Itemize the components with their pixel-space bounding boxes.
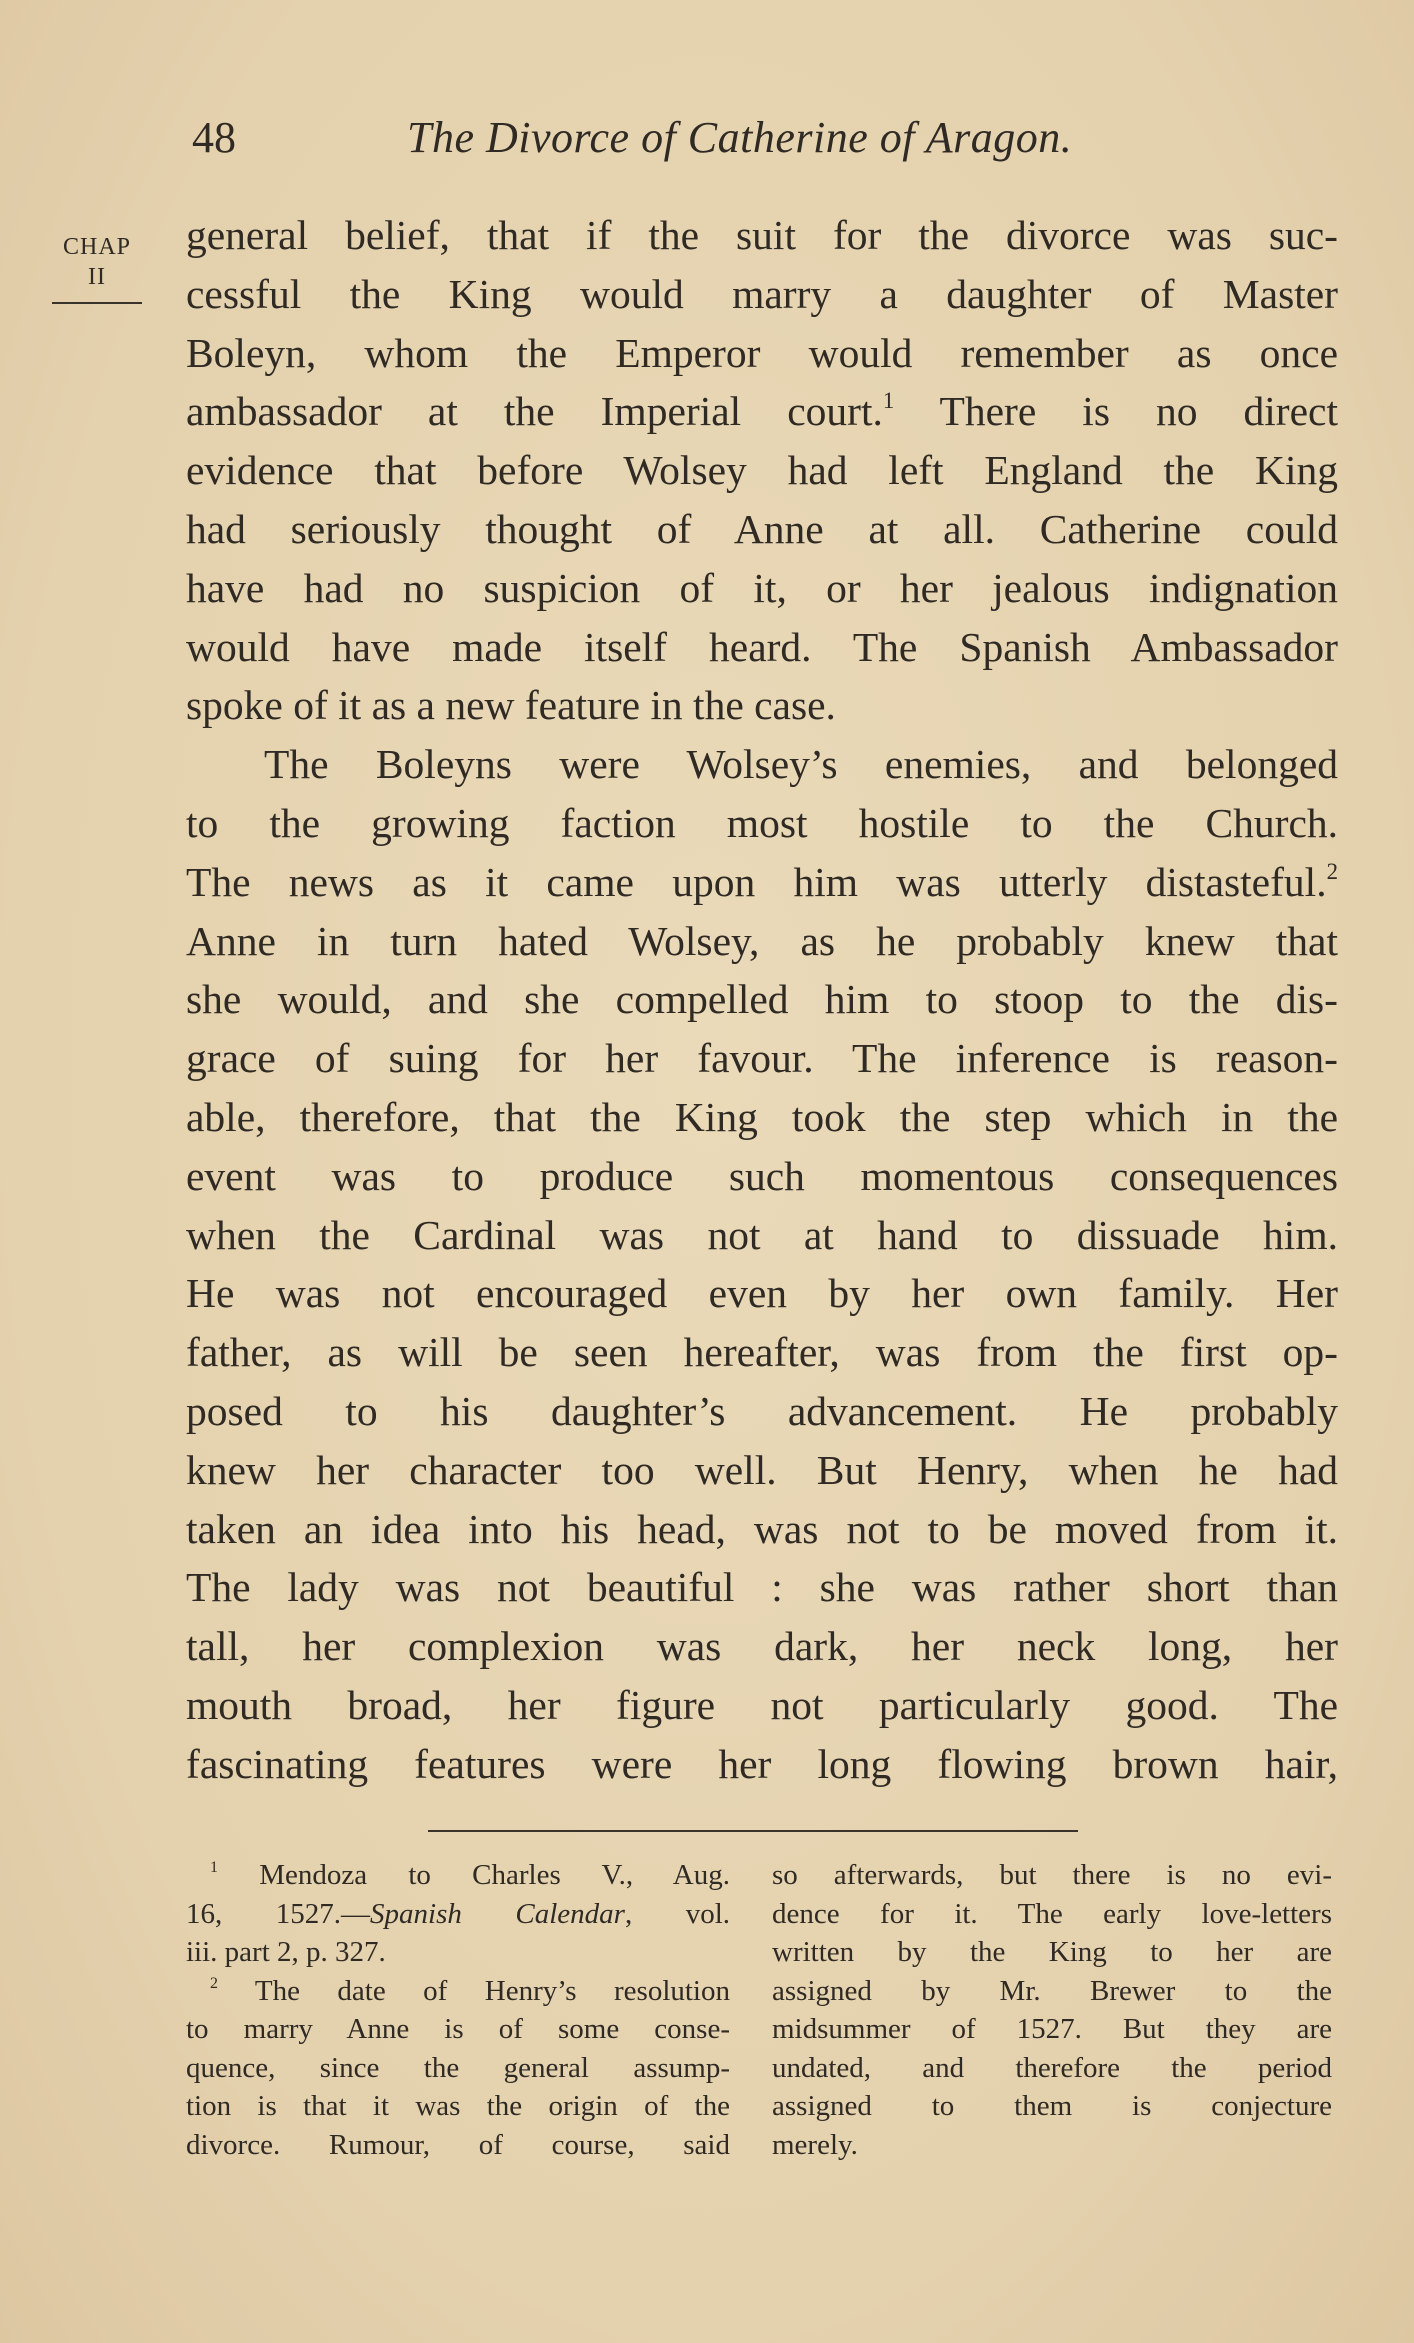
text-line: Boleyn, whom the Emperor would remember as once	[186, 329, 1338, 376]
text-line: when the Cardinal was not at hand to dissuade him.	[186, 1211, 1338, 1258]
footnote-line: iii. part 2, p. 327.	[186, 1936, 386, 1968]
text-line: cessful the King would marry a daughter of Master	[186, 270, 1338, 317]
text-line: father, as will be seen hereafter, was from the first op-	[186, 1329, 1338, 1376]
footnote-mark-1: 1	[210, 1859, 218, 1877]
page-number: 48	[192, 113, 236, 162]
footnote-mark-2: 2	[210, 1974, 218, 1992]
footnote-line: midsummer of 1527. But they are	[772, 2013, 1332, 2045]
text-line: ambassador at the Imperial court.$^1$ There is no direct	[186, 388, 1338, 435]
running-title: The Divorce of Catherine of Aragon.	[407, 113, 1073, 162]
main-text	[186, 206, 1338, 1794]
footnote-line: 16, 1527.—Spanish Calendar, vol.	[186, 1897, 731, 1930]
text-line: taken an idea into his head, was not to be moved from it.	[186, 1505, 1338, 1552]
footnote-line: $^1$ Mendoza to Charles V., Aug.	[210, 1859, 730, 1891]
footnote-ref-2: 2	[1326, 858, 1338, 884]
text-line: able, therefore, that the King took the step which in the	[186, 1093, 1338, 1140]
text-line: The news as it came upon him was utterly distasteful.$^2$	[186, 858, 1338, 905]
text-line: event was to produce such momentous consequences	[186, 1152, 1338, 1199]
text-line: had seriously thought of Anne at all. Catherine could	[186, 505, 1338, 552]
chapter-number: II	[88, 264, 106, 290]
footnote-line: merely.	[772, 2128, 858, 2161]
text-line: spoke of it as a new feature in the case.	[186, 682, 836, 729]
chap-word: CHAP	[62, 234, 132, 260]
footnotes-right-column	[772, 1856, 1332, 2164]
chapter-marginal-label	[52, 232, 142, 304]
footnote-line: $^2$ The date of Henry’s resolution	[210, 1974, 730, 2007]
footnote-line: divorce. Rumour, of course, said	[186, 2128, 730, 2161]
text-line: mouth broad, her figure not particularly good. The	[186, 1681, 1338, 1728]
text-line: she would, and she compelled him to stoop to the dis-	[186, 976, 1338, 1023]
footnote-ref-1: 1	[882, 388, 895, 414]
footnote-line: assigned to them is conjecture	[772, 2090, 1332, 2122]
footnote-line: quence, since the general assump-	[186, 2051, 730, 2084]
footnote-line: dence for it. The early love-letters	[772, 1897, 1332, 1930]
text-line: have had no suspicion of it, or her jealous indignation	[186, 564, 1338, 611]
text-line: Anne in turn hated Wolsey, as he probably knew that	[186, 917, 1338, 964]
footnote-line: undated, and therefore the period	[772, 2051, 1332, 2084]
text-line: tall, her complexion was dark, her neck long, her	[186, 1623, 1338, 1670]
footnote-line: tion is that it was the origin of the	[186, 2090, 730, 2122]
text-line: He was not encouraged even by her own family. Her	[186, 1270, 1338, 1317]
text-line: general belief, that if the suit for the divorce was suc-	[186, 212, 1338, 258]
text-line: The Boleyns were Wolsey’s enemies, and belonged	[264, 741, 1338, 788]
text-line: evidence that before Wolsey had left England the King	[186, 447, 1338, 494]
text-line: to the growing faction most hostile to the Church.	[186, 799, 1338, 846]
footnotes-left-column	[186, 1856, 730, 2164]
footnote-line: so afterwards, but there is no evi-	[772, 1859, 1332, 1891]
text-line: grace of suing for her favour. The inference is reason-	[186, 1035, 1338, 1082]
text-line: fascinating features were her long flowing brown hair,	[186, 1740, 1338, 1787]
text-line: would have made itself heard. The Spanish Ambassador	[186, 623, 1338, 670]
chapter-rule	[52, 302, 142, 304]
footnote-line: written by the King to her are	[772, 1936, 1332, 1968]
text-line: The lady was not beautiful : she was rather short than	[186, 1564, 1338, 1611]
footnote-line: assigned by Mr. Brewer to the	[772, 1974, 1332, 2007]
text-line: knew her character too well. But Henry, when he had	[186, 1446, 1338, 1493]
footnote-separator	[428, 1830, 1078, 1832]
text-line: posed to his daughter’s advancement. He probably	[186, 1387, 1338, 1434]
footnote-line: to marry Anne is of some conse-	[186, 2013, 730, 2045]
